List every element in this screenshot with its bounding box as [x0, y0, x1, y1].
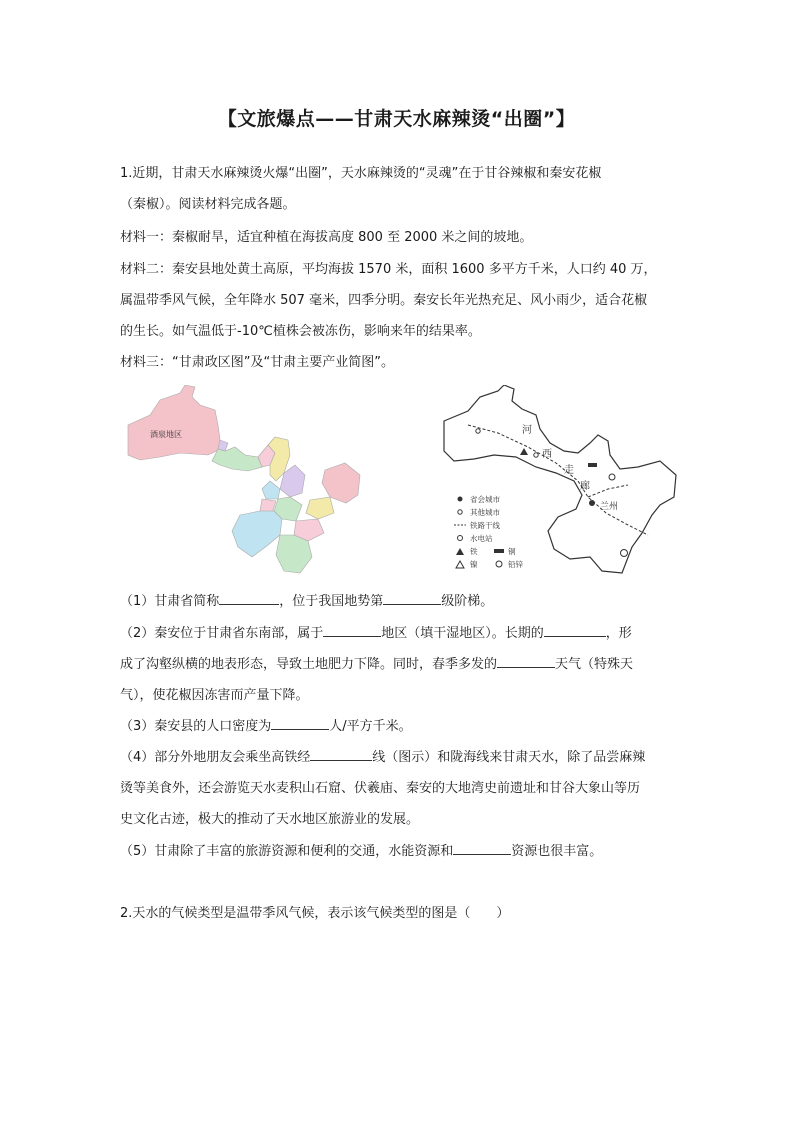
material-3: 材料三：“甘肃政区图”及“甘肃主要产业简图”。 [120, 355, 394, 370]
provincial-capital-marker [589, 500, 595, 506]
answer-blank[interactable] [497, 653, 555, 668]
material-1: 材料一：秦椒耐旱，适宜种植在海拔高度 800 至 2000 米之间的坡地。 [120, 230, 533, 245]
answer-blank[interactable] [383, 590, 441, 605]
question-2: 2.天水的气候类型是温带季风气候，表示该气候类型的图是（ ） [120, 906, 510, 921]
region-lanzhou [262, 481, 280, 499]
sub-question-1: （1）甘肃省简称 ，位于我国地势第 级阶梯。 [120, 586, 675, 617]
svg-text:镍: 镍 [470, 560, 478, 569]
answer-blank[interactable] [219, 590, 279, 605]
region-gannan [232, 511, 282, 557]
sub-question-4-line1: （4）部分外地朋友会乘坐高铁经 线（图示）和陇海线来甘肃天水，除了品尝麻辣 [120, 742, 675, 773]
gansu-industry-map [438, 385, 680, 577]
gansu-political-map [120, 385, 365, 577]
svg-text:省会城市: 省会城市 [470, 495, 500, 504]
region-longnan [276, 535, 312, 573]
region-zhangye [212, 447, 262, 471]
sub-question-5: （5）甘肃除了丰富的旅游资源和便利的交通，水能资源和 资源也很丰富。 [120, 836, 675, 867]
map-label-lanzhou: 兰州 [600, 502, 619, 512]
region-pingliang [306, 497, 334, 519]
answer-blank[interactable] [544, 622, 606, 637]
jiuquan-label: 酒泉地区 [150, 430, 182, 439]
sub-question-2-line2: 成了沟壑纵横的地表形态，导致土地肥力下降。同时，春季多发的 天气（特殊天 [120, 649, 675, 680]
material-2-line1: 材料二：秦安县地处黄土高原，平均海拔 1570 米，面积 1600 多平方千米，人口约 40 万， [120, 262, 657, 277]
material-2-line3: 的生长。如气温低于-10℃植株会被冻伤，影响来年的结果率。 [120, 324, 481, 339]
svg-text:其他城市: 其他城市 [470, 508, 500, 517]
copper-symbol [588, 463, 597, 467]
svg-text:铜: 铜 [508, 547, 516, 556]
sub-question-3: （3）秦安县的人口密度为 人/平方千米。 [120, 711, 675, 742]
sub-question-2-line3: 气），使花椒因冻害而产量下降。 [120, 688, 309, 703]
page-title: 【文旅爆点——甘肃天水麻辣烫“出圈”】 [217, 108, 576, 130]
svg-text:水电站: 水电站 [470, 534, 493, 543]
svg-text:铅锌: 铅锌 [508, 560, 523, 569]
map-label-lang: 廊 [580, 481, 590, 492]
sub-question-2-line1: （2）秦安位于甘肃省东南部，属于 地区（填干湿地区）。长期的 ，形 [120, 618, 675, 649]
material-2-line2: 属温带季风气候，全年降水 507 毫米，四季分明。秦安长年光热充足、风小雨少，适合花椒 [120, 293, 648, 308]
answer-blank[interactable] [453, 840, 511, 855]
map-legend [454, 494, 523, 569]
map-label-he: 河 [522, 425, 532, 436]
map-label-zou: 走 [564, 465, 574, 476]
map-label-xi: 西 [542, 449, 552, 460]
svg-text:铁路干线: 铁路干线 [470, 521, 500, 530]
sub-question-4-line3: 史文化古迹，极大的推动了天水地区旅游业的发展。 [120, 812, 420, 827]
q1-intro-line2: （秦椒）。阅读材料完成各题。 [120, 197, 296, 212]
svg-text:铁: 铁 [470, 547, 478, 556]
region-qingyang [322, 463, 360, 503]
q1-intro-line1: 1.近期，甘肃天水麻辣烫火爆“出圈”，天水麻辣烫的“灵魂”在于甘谷辣椒和秦安花椒 [120, 166, 602, 181]
gansu-outline [444, 385, 676, 573]
answer-blank[interactable] [271, 715, 329, 730]
answer-blank[interactable] [310, 746, 372, 761]
answer-blank[interactable] [323, 622, 381, 637]
sub-question-4-line2: 烫等美食外，还会游览天水麦积山石窟、伏羲庙、秦安的大地湾史前遗址和甘谷大象山等历 [120, 781, 641, 796]
region-jiuquan [128, 385, 225, 460]
